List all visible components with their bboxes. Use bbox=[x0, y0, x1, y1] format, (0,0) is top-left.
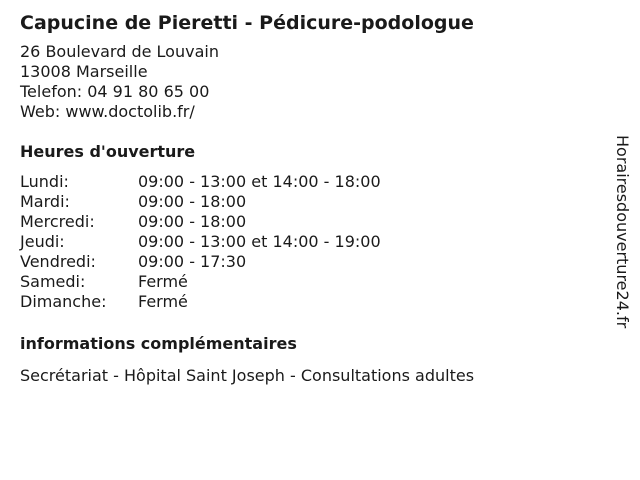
time-value: 09:00 - 13:00 et 14:00 - 19:00 bbox=[138, 232, 381, 251]
hours-row-sunday bbox=[20, 292, 600, 312]
site-watermark: Horairesdouverture24.fr bbox=[613, 135, 632, 329]
day-label: Jeudi: bbox=[20, 232, 65, 251]
day-label: Samedi: bbox=[20, 272, 86, 291]
hours-row-thursday bbox=[20, 232, 600, 252]
time-value: 09:00 - 18:00 bbox=[138, 212, 247, 231]
phone-number: Telefon: 04 91 80 65 00 bbox=[20, 82, 210, 101]
business-listing bbox=[20, 10, 600, 386]
time-value: Fermé bbox=[138, 292, 188, 311]
time-value: Fermé bbox=[138, 272, 188, 291]
hours-row-wednesday bbox=[20, 212, 600, 232]
contact-block bbox=[20, 42, 600, 122]
time-value: 09:00 - 18:00 bbox=[138, 192, 247, 211]
hours-row-tuesday bbox=[20, 192, 600, 212]
day-label: Vendredi: bbox=[20, 252, 96, 271]
time-value: 09:00 - 13:00 et 14:00 - 18:00 bbox=[138, 172, 381, 191]
opening-hours-heading: Heures d'ouverture bbox=[20, 142, 196, 161]
hours-row-friday bbox=[20, 252, 600, 272]
page-title: Capucine de Pieretti - Pédicure-podologue bbox=[20, 12, 474, 34]
day-label: Mardi: bbox=[20, 192, 70, 211]
address-city: 13008 Marseille bbox=[20, 62, 148, 81]
hours-row-saturday bbox=[20, 272, 600, 292]
opening-hours-table bbox=[20, 172, 600, 312]
hours-row-monday bbox=[20, 172, 600, 192]
day-label: Lundi: bbox=[20, 172, 69, 191]
address-street: 26 Boulevard de Louvain bbox=[20, 42, 219, 61]
day-label: Dimanche: bbox=[20, 292, 107, 311]
time-value: 09:00 - 17:30 bbox=[138, 252, 247, 271]
day-label: Mercredi: bbox=[20, 212, 95, 231]
additional-info-heading: informations complémentaires bbox=[20, 334, 297, 353]
additional-info-text: Secrétariat - Hôpital Saint Joseph - Consultations adultes bbox=[20, 366, 475, 385]
website-link[interactable]: Web: www.doctolib.fr/ bbox=[20, 102, 195, 121]
